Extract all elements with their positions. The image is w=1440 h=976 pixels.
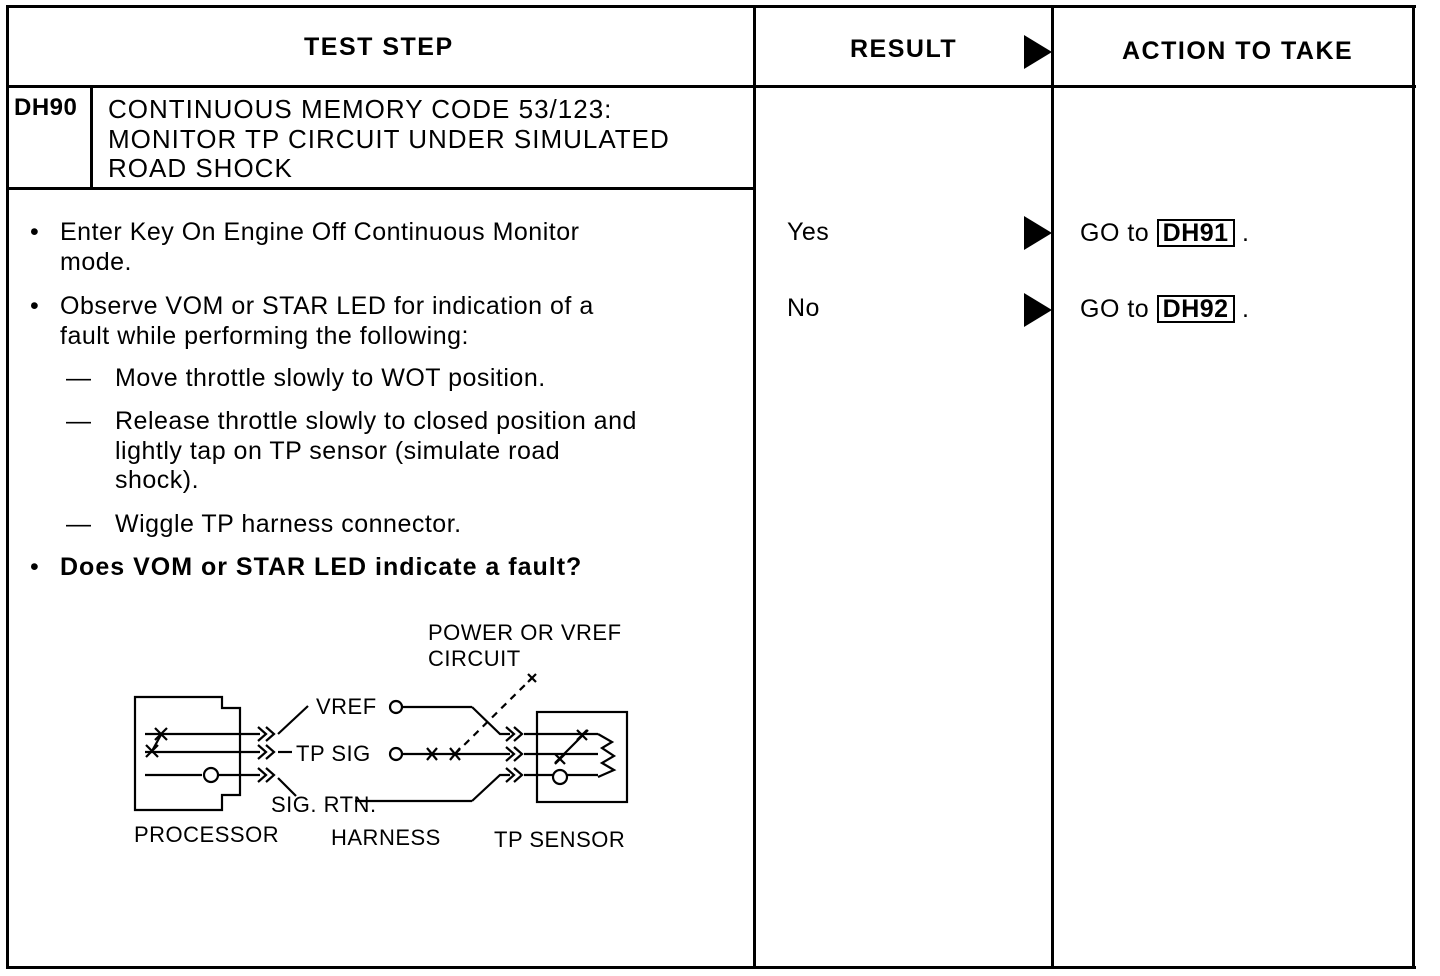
diagram-label-sig-rtn: SIG. RTN. xyxy=(271,792,377,817)
step-id: DH90 xyxy=(14,94,78,121)
sensor-resistor-zigzag xyxy=(598,734,614,777)
power-circuit-fault-mark xyxy=(528,674,536,682)
power-circuit-dashed-line xyxy=(455,678,532,754)
instruction-dash-2-line-3: shock). xyxy=(115,466,200,494)
diagram-label-vref: VREF xyxy=(316,694,377,719)
instruction-question: Does VOM or STAR LED indicate a fault? xyxy=(60,553,583,581)
bullet-marker: • xyxy=(30,553,40,581)
processor-connector-tpsig xyxy=(258,745,274,759)
processor-connector-vref xyxy=(258,727,274,741)
harness-tpsig-terminal xyxy=(390,748,402,760)
instruction-bullet-1-line-2: mode. xyxy=(60,248,132,276)
result-yes: Yes xyxy=(787,218,830,246)
diagram-label-harness: HARNESS xyxy=(331,825,441,850)
header-test-step: TEST STEP xyxy=(304,33,454,61)
harness-vref-bend xyxy=(472,707,510,734)
action-no-goto: GO to xyxy=(1080,295,1150,323)
diagram-label-power-line-1: POWER OR VREF xyxy=(428,620,622,645)
header-result: RESULT xyxy=(850,35,958,63)
dash-marker: — xyxy=(66,510,92,538)
diagram-label-power-line-2: CIRCUIT xyxy=(428,646,521,671)
action-yes-end: . xyxy=(1242,219,1250,247)
instruction-dash-3: Wiggle TP harness connector. xyxy=(115,510,462,538)
instruction-bullet-2-line-1: Observe VOM or STAR LED for indication of a xyxy=(60,292,594,320)
processor-connector-sigrtn xyxy=(258,768,274,782)
action-yes-ref: DH91 xyxy=(1157,219,1235,247)
step-title-line-1: CONTINUOUS MEMORY CODE 53/123: xyxy=(108,94,613,124)
instruction-dash-1: Move throttle slowly to WOT position. xyxy=(115,364,546,392)
action-yes-goto: GO to xyxy=(1080,219,1150,247)
diagram-label-tp-sensor: TP SENSOR xyxy=(494,827,626,852)
header-action-to-take: ACTION TO TAKE xyxy=(1122,37,1354,65)
instruction-dash-2-line-2: lightly tap on TP sensor (simulate road xyxy=(115,437,561,465)
diagram-label-tp-sig: TP SIG xyxy=(296,741,371,766)
processor-sigrtn-terminal xyxy=(204,768,218,782)
instruction-bullet-1-line-1: Enter Key On Engine Off Continuous Monitor xyxy=(60,218,580,246)
instruction-dash-2-line-1: Release throttle slowly to closed position and xyxy=(115,407,637,435)
step-title-line-2: MONITOR TP CIRCUIT UNDER SIMULATED xyxy=(108,124,670,154)
dash-marker: — xyxy=(66,407,92,435)
bullet-marker: • xyxy=(30,292,40,320)
sensor-fault-mark xyxy=(555,754,565,764)
action-no-end: . xyxy=(1242,295,1250,323)
bullet-marker: • xyxy=(30,218,40,246)
sensor-sigrtn-terminal xyxy=(553,770,567,784)
processor-fault-link xyxy=(152,733,162,751)
step-title-line-3: ROAD SHOCK xyxy=(108,153,293,183)
dash-marker: — xyxy=(66,364,92,392)
instruction-bullet-2-line-2: fault while performing the following: xyxy=(60,322,469,350)
harness-vref-terminal xyxy=(390,701,402,713)
harness-sigrtn-bend xyxy=(472,775,510,801)
action-no-ref: DH92 xyxy=(1157,295,1235,323)
diagram-label-processor: PROCESSOR xyxy=(134,822,280,847)
result-no: No xyxy=(787,294,820,322)
harness-vref-wire xyxy=(278,706,308,734)
